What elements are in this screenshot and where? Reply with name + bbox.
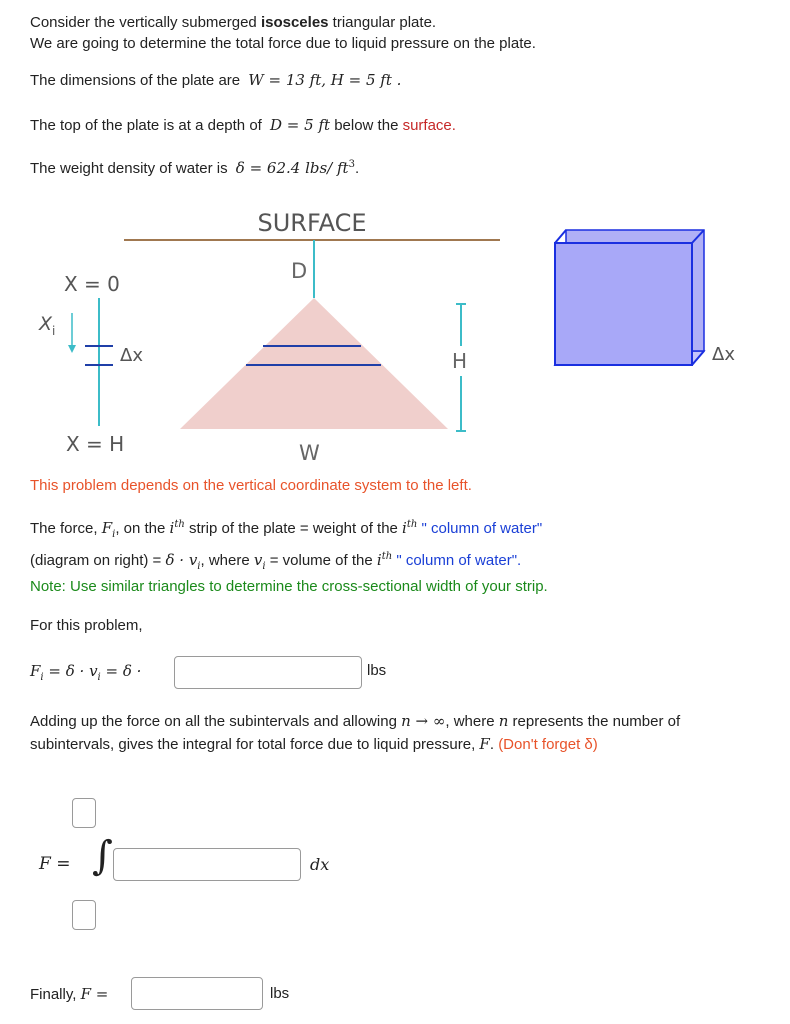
- f-symbol: F: [479, 735, 490, 753]
- fi-eq-mid: = δ · v: [43, 662, 98, 680]
- final-text: Finally,: [30, 986, 81, 1003]
- i-symbol-3: i: [376, 551, 382, 569]
- final-f: F: [80, 985, 91, 1003]
- adding-description: [30, 710, 680, 756]
- upper-limit-input[interactable]: [72, 798, 96, 828]
- x-zero-label: X = 0: [64, 272, 120, 296]
- depth-line: [30, 116, 456, 134]
- dimensions-line: [30, 71, 401, 89]
- xi-label: $X_i$: [39, 313, 56, 338]
- fi-answer-input[interactable]: [174, 656, 362, 689]
- surface-word: surface.: [402, 117, 456, 134]
- intro-text: [30, 12, 536, 54]
- coordinate-note: This problem depends on the vertical coordinate system to the left.: [30, 477, 472, 494]
- similar-triangles-note: Note: Use similar triangles to determine the cross-sectional width of your strip.: [30, 578, 548, 595]
- n-symbol-2: n: [498, 712, 509, 730]
- fi-symbol: F: [101, 519, 113, 537]
- delta-hint: (Don't forget δ): [498, 736, 598, 753]
- box-edge-tl: [555, 230, 566, 243]
- n-symbol-1: n: [401, 712, 411, 730]
- intro-line1-a: Consider the vertically submerged: [30, 14, 261, 31]
- depth-mid: below the: [330, 117, 403, 134]
- final-label: [30, 985, 108, 1003]
- integral-f: F: [39, 854, 51, 874]
- th-sup-2: th: [406, 519, 418, 530]
- fi-eq-mid-sub: i: [97, 672, 101, 683]
- force-text-p2: , on the: [115, 520, 170, 537]
- th-sup-3: th: [381, 551, 393, 562]
- force-text-p7: , where: [200, 552, 254, 569]
- dimensions-label: The dimensions of the plate are: [30, 72, 241, 89]
- fi-eq-lhs-sub: i: [40, 672, 44, 683]
- integral-eq: =: [50, 854, 71, 874]
- force-text-p4: " column of water": [417, 520, 543, 537]
- density-end: .: [354, 160, 360, 177]
- final-answer-input[interactable]: [131, 977, 263, 1010]
- depth-d-label: D: [291, 259, 308, 283]
- force-text-p6: δ · v: [165, 551, 198, 569]
- integral-lhs: [39, 854, 70, 874]
- width-w-label: W: [299, 441, 320, 465]
- x-h-label: X = H: [66, 432, 125, 456]
- for-this-problem: For this problem,: [30, 617, 143, 634]
- force-text-p5: (diagram on right) =: [30, 552, 166, 569]
- i-symbol-1: i: [169, 519, 175, 537]
- fi-eq-rhs: = δ ·: [100, 662, 142, 680]
- delta-x-label: Δx: [120, 345, 143, 366]
- force-description: [30, 514, 542, 578]
- triangle-plate: [180, 298, 448, 429]
- force-text-p3: strip of the plate = weight of the: [184, 520, 403, 537]
- depth-math: D = 5 ft: [270, 116, 331, 134]
- fi-equation: [30, 662, 141, 683]
- density-line: [30, 159, 359, 177]
- final-eq: =: [91, 985, 109, 1003]
- density-label: The weight density of water is: [30, 160, 228, 177]
- final-unit: lbs: [270, 985, 290, 1002]
- plate-diagram: [0, 195, 790, 470]
- force-text-p9: = volume of the: [265, 552, 377, 569]
- adding-line2-a: subintervals, gives the integral for total force due to liquid pressure,: [30, 736, 480, 753]
- surface-label: SURFACE: [257, 209, 367, 237]
- fi-eq-lhs: F: [30, 662, 41, 680]
- n-arrow: → ∞: [410, 712, 446, 730]
- vi-sub-1: i: [197, 561, 201, 572]
- i-symbol-2: i: [402, 519, 407, 537]
- integral-dx: dx: [310, 855, 330, 874]
- th-sup-1: th: [174, 519, 185, 530]
- height-h-label: H: [452, 349, 468, 373]
- adding-line1-b: , where: [445, 713, 499, 730]
- fi-sub: i: [112, 529, 116, 540]
- box-front-face: [555, 243, 692, 365]
- density-math: δ = 62.4 lbs/ ft: [235, 159, 349, 177]
- adding-line1-c: represents the number of: [508, 713, 681, 730]
- xi-arrow-head: [68, 345, 76, 353]
- depth-label: The top of the plate is at a depth of: [30, 117, 262, 134]
- dimensions-math: W = 13 ft, H = 5 ft .: [248, 71, 402, 89]
- force-text-p10: " column of water".: [392, 552, 522, 569]
- adding-line1-a: Adding up the force on all the subintervals and allowing: [30, 713, 402, 730]
- intro-line2: We are going to determine the total force due to liquid pressure on the plate.: [30, 35, 536, 52]
- fi-unit: lbs: [367, 662, 387, 679]
- adding-line2-b: .: [489, 736, 499, 753]
- vi-symbol: v: [253, 551, 263, 569]
- force-text-p1: The force,: [30, 520, 102, 537]
- vi-sub-2: i: [262, 561, 266, 572]
- intro-line1-b: triangular plate.: [328, 14, 437, 31]
- lower-limit-input[interactable]: [72, 900, 96, 930]
- integral-sign: ∫: [92, 833, 113, 879]
- density-exp: 3: [348, 159, 355, 170]
- box-delta-x-label: Δx: [712, 344, 735, 365]
- intro-bold: isosceles: [260, 14, 329, 31]
- integrand-input[interactable]: [113, 848, 301, 881]
